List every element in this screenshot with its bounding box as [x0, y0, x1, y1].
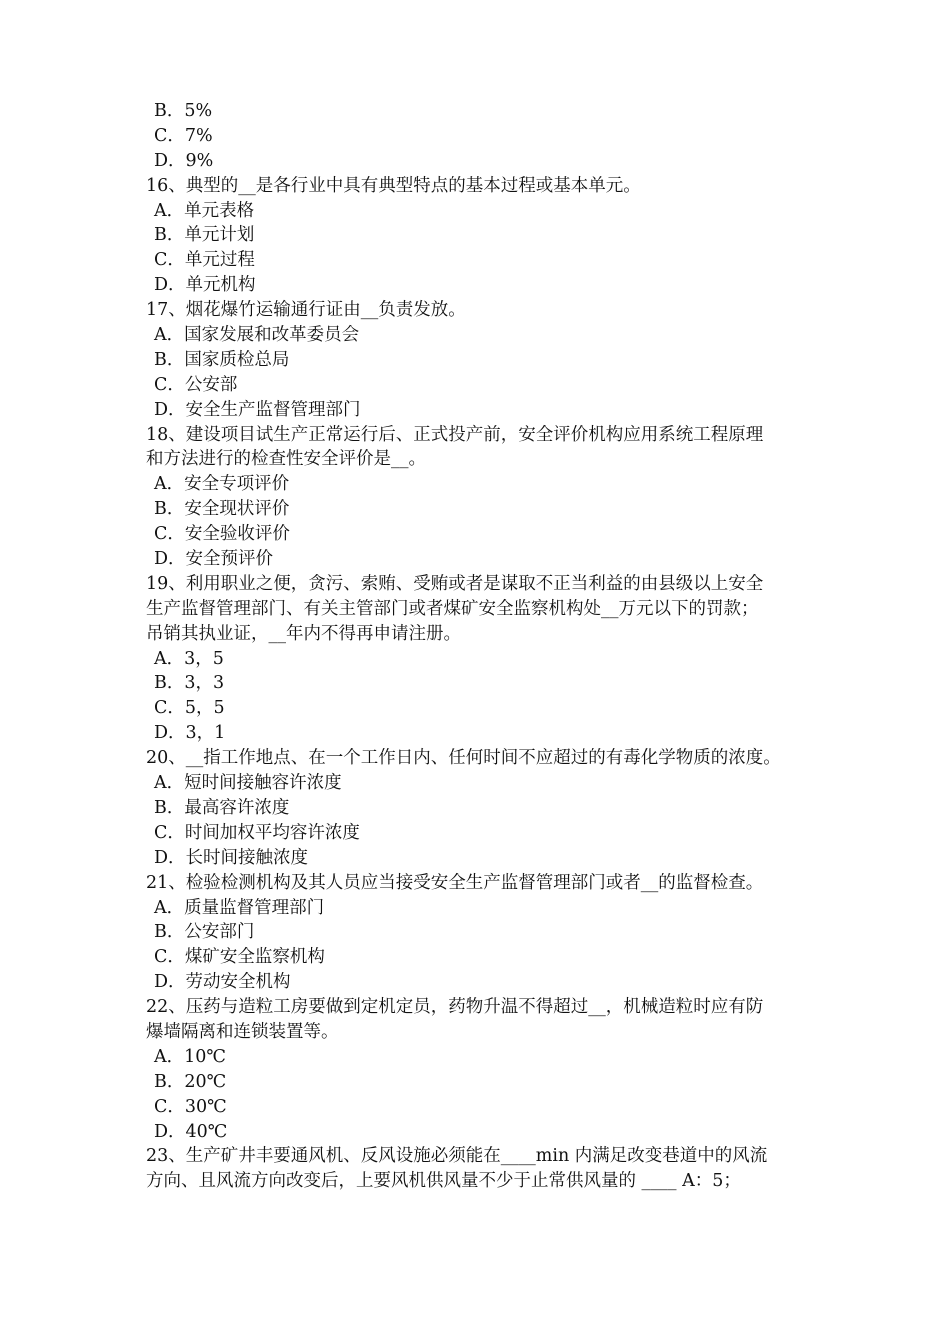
answer-option: D．安全生产监督管理部门 — [154, 399, 361, 420]
answer-option: B．公安部门 — [154, 922, 255, 943]
question-text-line: 18、建设项目试生产正常运行后、正式投产前，安全评价机构应用系统工程原理 — [146, 424, 764, 445]
answer-option: A．单元表格 — [154, 200, 255, 221]
answer-option: A．3，5 — [154, 648, 224, 669]
document-page — [146, 99, 816, 1194]
question-text-line: 17、烟花爆竹运输通行证由__负责发放。 — [146, 300, 466, 321]
question-text-line: 21、检验检测机构及其人员应当接受安全生产监督管理部门或者__的监督检查。 — [146, 872, 764, 893]
answer-option: B．5% — [154, 101, 213, 121]
answer-option: C．5，5 — [154, 698, 225, 719]
answer-option: A．质量监督管理部门 — [154, 897, 325, 918]
answer-option: C．7% — [154, 125, 213, 146]
answer-option: D．9% — [154, 150, 214, 171]
answer-option: D．3，1 — [154, 723, 226, 744]
answer-option: B．最高容许浓度 — [154, 797, 290, 818]
answer-option: B．3，3 — [154, 673, 225, 694]
question-text-line: 20、__指工作地点、在一个工作日内、任何时间不应超过的有毒化学物质的浓度。 — [146, 748, 781, 769]
answer-option: B．安全现状评价 — [154, 499, 290, 520]
answer-option: A．安全专项评价 — [154, 474, 290, 495]
question-text-line: 和方法进行的检查性安全评价是__。 — [146, 449, 426, 470]
answer-option: C．时间加权平均容许浓度 — [154, 822, 360, 843]
answer-option: D．长时间接触浓度 — [154, 847, 309, 868]
answer-option: D．单元机构 — [154, 275, 256, 296]
answer-option: D．安全预评价 — [154, 549, 274, 570]
question-text-line: 爆墙隔离和连锁装置等。 — [146, 1021, 339, 1042]
answer-option: D．40℃ — [154, 1121, 228, 1142]
answer-option: C．单元过程 — [154, 250, 255, 271]
answer-option: A．短时间接触容许浓度 — [154, 773, 342, 794]
question-text-line: 22、压药与造粒工房要做到定机定员，药物升温不得超过__，机械造粒时应有防 — [146, 997, 764, 1018]
answer-option: B．20℃ — [154, 1071, 227, 1092]
question-text-line: 23、生产矿井丰要通风机、反风设施必须能在____min 内满足改变巷道中的风流 — [146, 1146, 768, 1167]
answer-option: C．30℃ — [154, 1096, 227, 1117]
question-text-line: 吊销其执业证，__年内不得再申请注册。 — [146, 623, 461, 644]
answer-option: C．煤矿安全监察机构 — [154, 947, 325, 968]
answer-option: A．国家发展和改革委员会 — [154, 325, 360, 346]
answer-option: A．10℃ — [154, 1046, 226, 1067]
answer-option: D．劳动安全机构 — [154, 972, 291, 993]
question-text-line: 方向、且风流方向改变后，上要风机供风量不少于止常供风量的 ____ A：5； — [146, 1171, 741, 1192]
answer-option: B．单元计划 — [154, 225, 255, 246]
answer-option: B．国家质检总局 — [154, 349, 290, 370]
question-text-line: 16、典型的__是各行业中具有典型特点的基本过程或基本单元。 — [146, 175, 641, 196]
answer-option: C．安全验收评价 — [154, 524, 290, 545]
question-text-line: 生产监督管理部门、有关主管部门或者煤矿安全监察机构处__万元以下的罚款； — [146, 598, 759, 619]
answer-option: C．公安部 — [154, 374, 238, 395]
question-text-line: 19、利用职业之便，贪污、索贿、受贿或者是谋取不正当利益的由县级以上安全 — [146, 573, 764, 594]
